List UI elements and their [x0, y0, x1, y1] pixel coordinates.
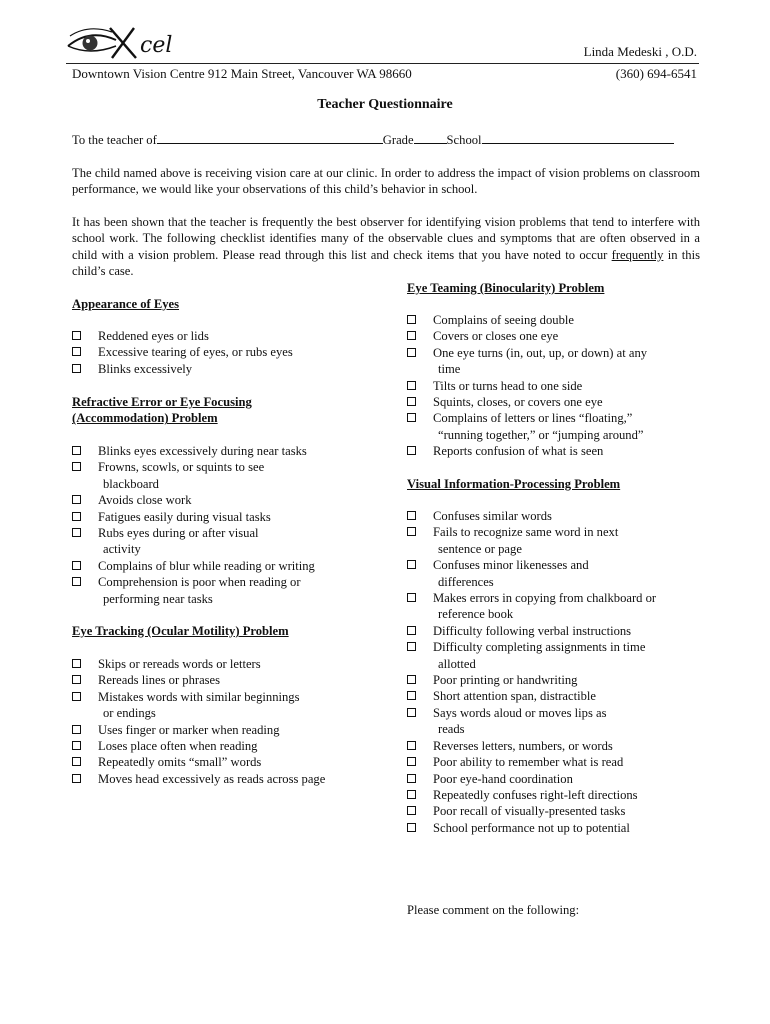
checkbox[interactable] — [72, 331, 81, 340]
checkbox[interactable] — [407, 774, 416, 783]
checklist-item-label: Reverses letters, numbers, or words — [433, 738, 613, 753]
checklist-item — [407, 754, 707, 770]
student-info-line — [72, 132, 674, 148]
instructions-paragraph — [72, 214, 700, 280]
checkbox[interactable] — [72, 561, 81, 570]
checklist-item-label: Complains of seeing double — [433, 313, 574, 327]
checklist-item-label: Moves head excessively as reads across page — [98, 771, 326, 786]
checkbox[interactable] — [407, 741, 416, 750]
checklist-item — [407, 443, 707, 459]
checkbox[interactable] — [72, 495, 81, 504]
checkbox[interactable] — [72, 757, 81, 766]
checklist-item-label: Rubs eyes during or after visual — [98, 526, 259, 541]
checkbox[interactable] — [407, 397, 416, 406]
checklist-item — [407, 803, 707, 819]
checkbox[interactable] — [407, 790, 416, 799]
header-divider — [66, 63, 699, 64]
checklist-item-label: Complains of letters or lines “floating,” — [433, 411, 633, 426]
refractive-heading-line1: Refractive Error or Eye Focusing — [72, 395, 252, 409]
checkbox[interactable] — [72, 692, 81, 701]
checkbox[interactable] — [407, 593, 416, 602]
checkbox[interactable] — [407, 315, 416, 324]
checkbox[interactable] — [407, 511, 416, 520]
checklist-item-label-continued: differences — [438, 574, 494, 589]
checklist-item-label: One eye turns (in, out, up, or down) at any — [433, 345, 648, 360]
checklist-item-label-continued: activity — [103, 542, 141, 557]
checklist-item-label: Short attention span, distractible — [433, 689, 596, 704]
logo-wordmark: cel — [140, 33, 173, 58]
checklist-item — [72, 754, 392, 770]
checkbox[interactable] — [72, 347, 81, 356]
checklist-item-label-continued: reads — [438, 722, 465, 737]
instructions-emphasis: frequently — [611, 247, 664, 262]
checklist-item — [72, 672, 392, 688]
checkbox[interactable] — [72, 364, 81, 373]
checkbox[interactable] — [72, 725, 81, 734]
processing-list — [407, 508, 707, 836]
checkbox[interactable] — [407, 708, 416, 717]
checklist-item-label: Fails to recognize same word in next — [433, 525, 619, 540]
checklist-item-label-continued: “running together,” or “jumping around” — [438, 427, 644, 442]
checklist-item — [407, 639, 707, 672]
teacher-name-field[interactable] — [157, 132, 383, 144]
checklist-item — [407, 394, 707, 410]
checklist-item-label: Frowns, scowls, or squints to see — [98, 460, 265, 475]
checkbox[interactable] — [407, 675, 416, 684]
checklist-item — [407, 410, 707, 443]
checklist-item-label: Repeatedly confuses right-left directions — [433, 787, 638, 802]
checklist-item-label: School performance not up to potential — [433, 820, 630, 835]
checkbox[interactable] — [407, 413, 416, 422]
doctor-name: Linda Medeski , O.D. — [583, 44, 697, 59]
checkbox[interactable] — [72, 446, 81, 455]
checklist-item-label: Reddened eyes or lids — [98, 329, 209, 343]
checklist-item — [407, 688, 707, 704]
checklist-item — [72, 459, 382, 492]
checklist-item-label: Comprehension is poor when reading or — [98, 575, 301, 590]
checklist-item-label: Poor printing or handwriting — [433, 673, 578, 688]
checklist-item-label: Confuses minor likenesses and — [433, 558, 589, 573]
checkbox[interactable] — [407, 348, 416, 357]
checklist-item-label: Rereads lines or phrases — [98, 673, 221, 688]
xcel-logo — [66, 22, 196, 66]
checklist-item — [407, 345, 707, 378]
school-label: School — [446, 133, 482, 147]
checklist-item — [72, 656, 392, 672]
checklist-item-label: Mistakes words with similar beginnings — [98, 689, 300, 704]
checklist-item — [72, 722, 392, 738]
school-field[interactable] — [482, 132, 674, 144]
checklist-item-label: Blinks eyes excessively during near tasks — [98, 444, 307, 458]
checkbox[interactable] — [407, 626, 416, 635]
checkbox[interactable] — [407, 642, 416, 651]
checkbox[interactable] — [407, 331, 416, 340]
teaming-list — [407, 312, 707, 460]
intro-paragraph: The child named above is receiving vision care at our clinic. In order to address the impact of vision problems on classroom performance, we would like your observations of this child’s behavior in school. — [72, 166, 700, 197]
checklist-item-label: Squints, closes, or covers one eye — [433, 395, 603, 410]
checklist-item — [72, 574, 382, 607]
checklist-item — [407, 524, 707, 557]
checklist-item — [407, 787, 707, 803]
clinic-phone: (360) 694-6541 — [615, 66, 697, 81]
checkbox[interactable] — [407, 527, 416, 536]
refractive-heading — [72, 394, 252, 427]
processing-heading: Visual Information-Processing Problem — [407, 477, 621, 491]
checklist-item-label: Blinks excessively — [98, 361, 193, 376]
checkbox[interactable] — [407, 381, 416, 390]
checklist-item-label: Difficulty completing assignments in time — [433, 640, 646, 655]
page-title: Teacher Questionnaire — [317, 97, 453, 112]
checkbox[interactable] — [407, 806, 416, 815]
refractive-list — [72, 443, 382, 607]
refractive-heading-line2: (Accommodation) Problem — [72, 411, 218, 426]
checklist-item — [407, 820, 707, 836]
checklist-item-label-continued: reference book — [438, 607, 514, 622]
checklist-item-label-continued: sentence or page — [438, 541, 522, 556]
checklist-item — [72, 443, 382, 459]
checklist-item-label: Difficulty following verbal instructions — [433, 623, 632, 638]
checklist-item-label: Reports confusion of what is seen — [433, 444, 604, 459]
checklist-item — [407, 328, 707, 344]
instructions-text: It has been shown that the teacher is frequently the best observer for identifying vision problems that tend to interfere with school work. The following checklist identifies many of the observable clues and symptoms that are often observed in a child with a vision problem. Please read through this list and check items that you have noted to occur — [72, 215, 700, 262]
grade-field[interactable] — [414, 132, 447, 144]
checklist-item-label: Poor eye-hand coordination — [433, 771, 573, 786]
checkbox[interactable] — [407, 560, 416, 569]
checklist-item — [72, 771, 392, 787]
teaming-heading: Eye Teaming (Binocularity) Problem — [407, 281, 605, 295]
checklist-item-label-continued: or endings — [103, 706, 156, 721]
checklist-item-label: Skips or rereads words or letters — [98, 657, 261, 671]
checklist-item-label: Uses finger or marker when reading — [98, 722, 280, 737]
checkbox[interactable] — [407, 757, 416, 766]
checklist-item-label: Makes errors in copying from chalkboard or — [433, 591, 657, 606]
instructions-text-end: in this child’s case. — [72, 247, 700, 279]
checklist-item-label: Loses place often when reading — [98, 739, 258, 754]
checklist-item — [407, 672, 707, 688]
checklist-item — [407, 378, 707, 394]
checklist-item — [407, 312, 707, 328]
tracking-heading: Eye Tracking (Ocular Motility) Problem — [72, 624, 289, 638]
checklist-item — [407, 705, 707, 738]
checkbox[interactable] — [72, 577, 81, 586]
checklist-item-label: Says words aloud or moves lips as — [433, 705, 607, 720]
checklist-item — [72, 344, 382, 360]
checklist-item-label-continued: performing near tasks — [103, 591, 213, 606]
checklist-item — [72, 361, 382, 377]
checklist-item-label-continued: allotted — [438, 656, 476, 671]
checklist-item-label: Poor ability to remember what is read — [433, 755, 624, 770]
checklist-item — [407, 508, 707, 524]
checklist-item-label: Complains of blur while reading or writing — [98, 558, 315, 573]
checklist-item — [72, 525, 382, 558]
grade-label: Grade — [382, 133, 414, 147]
appearance-list — [72, 328, 382, 377]
checklist-item-label: Poor recall of visually-presented tasks — [433, 804, 626, 819]
checkbox[interactable] — [72, 675, 81, 684]
checklist-item — [72, 492, 382, 508]
checkbox[interactable] — [72, 528, 81, 537]
checkbox[interactable] — [72, 462, 81, 471]
checkbox[interactable] — [72, 512, 81, 521]
tracking-list — [72, 656, 392, 787]
checkbox[interactable] — [407, 823, 416, 832]
checklist-item-label: Fatigues easily during visual tasks — [98, 509, 271, 524]
checkbox[interactable] — [407, 446, 416, 455]
checklist-item-label: Tilts or turns head to one side — [433, 378, 583, 393]
checklist-item — [407, 557, 707, 590]
checklist-item — [72, 689, 392, 722]
checklist-item — [72, 328, 382, 344]
checklist-item — [407, 771, 707, 787]
checklist-item-label: Confuses similar words — [433, 509, 552, 523]
checklist-item-label: Covers or closes one eye — [433, 329, 559, 344]
checklist-item-label: Repeatedly omits “small” words — [98, 755, 262, 770]
checklist-item — [407, 738, 707, 754]
teacher-label: To the teacher of — [72, 133, 157, 147]
appearance-heading: Appearance of Eyes — [72, 297, 180, 311]
checkbox[interactable] — [72, 659, 81, 668]
checklist-item-label: Excessive tearing of eyes, or rubs eyes — [98, 345, 293, 360]
checkbox[interactable] — [72, 774, 81, 783]
checklist-item — [72, 558, 382, 574]
checklist-item-label-continued: time — [438, 362, 461, 377]
checkbox[interactable] — [407, 691, 416, 700]
checklist-item-label-continued: blackboard — [103, 476, 159, 491]
checkbox[interactable] — [72, 741, 81, 750]
comment-prompt: Please comment on the following: — [407, 903, 580, 917]
checklist-item — [407, 623, 707, 639]
eye-logo-icon — [66, 22, 196, 66]
checklist-item — [407, 590, 707, 623]
checklist-item — [72, 509, 382, 525]
checklist-item-label: Avoids close work — [98, 493, 192, 508]
checklist-item — [72, 738, 392, 754]
clinic-address: Downtown Vision Centre 912 Main Street, Vancouver WA 98660 — [72, 66, 412, 81]
